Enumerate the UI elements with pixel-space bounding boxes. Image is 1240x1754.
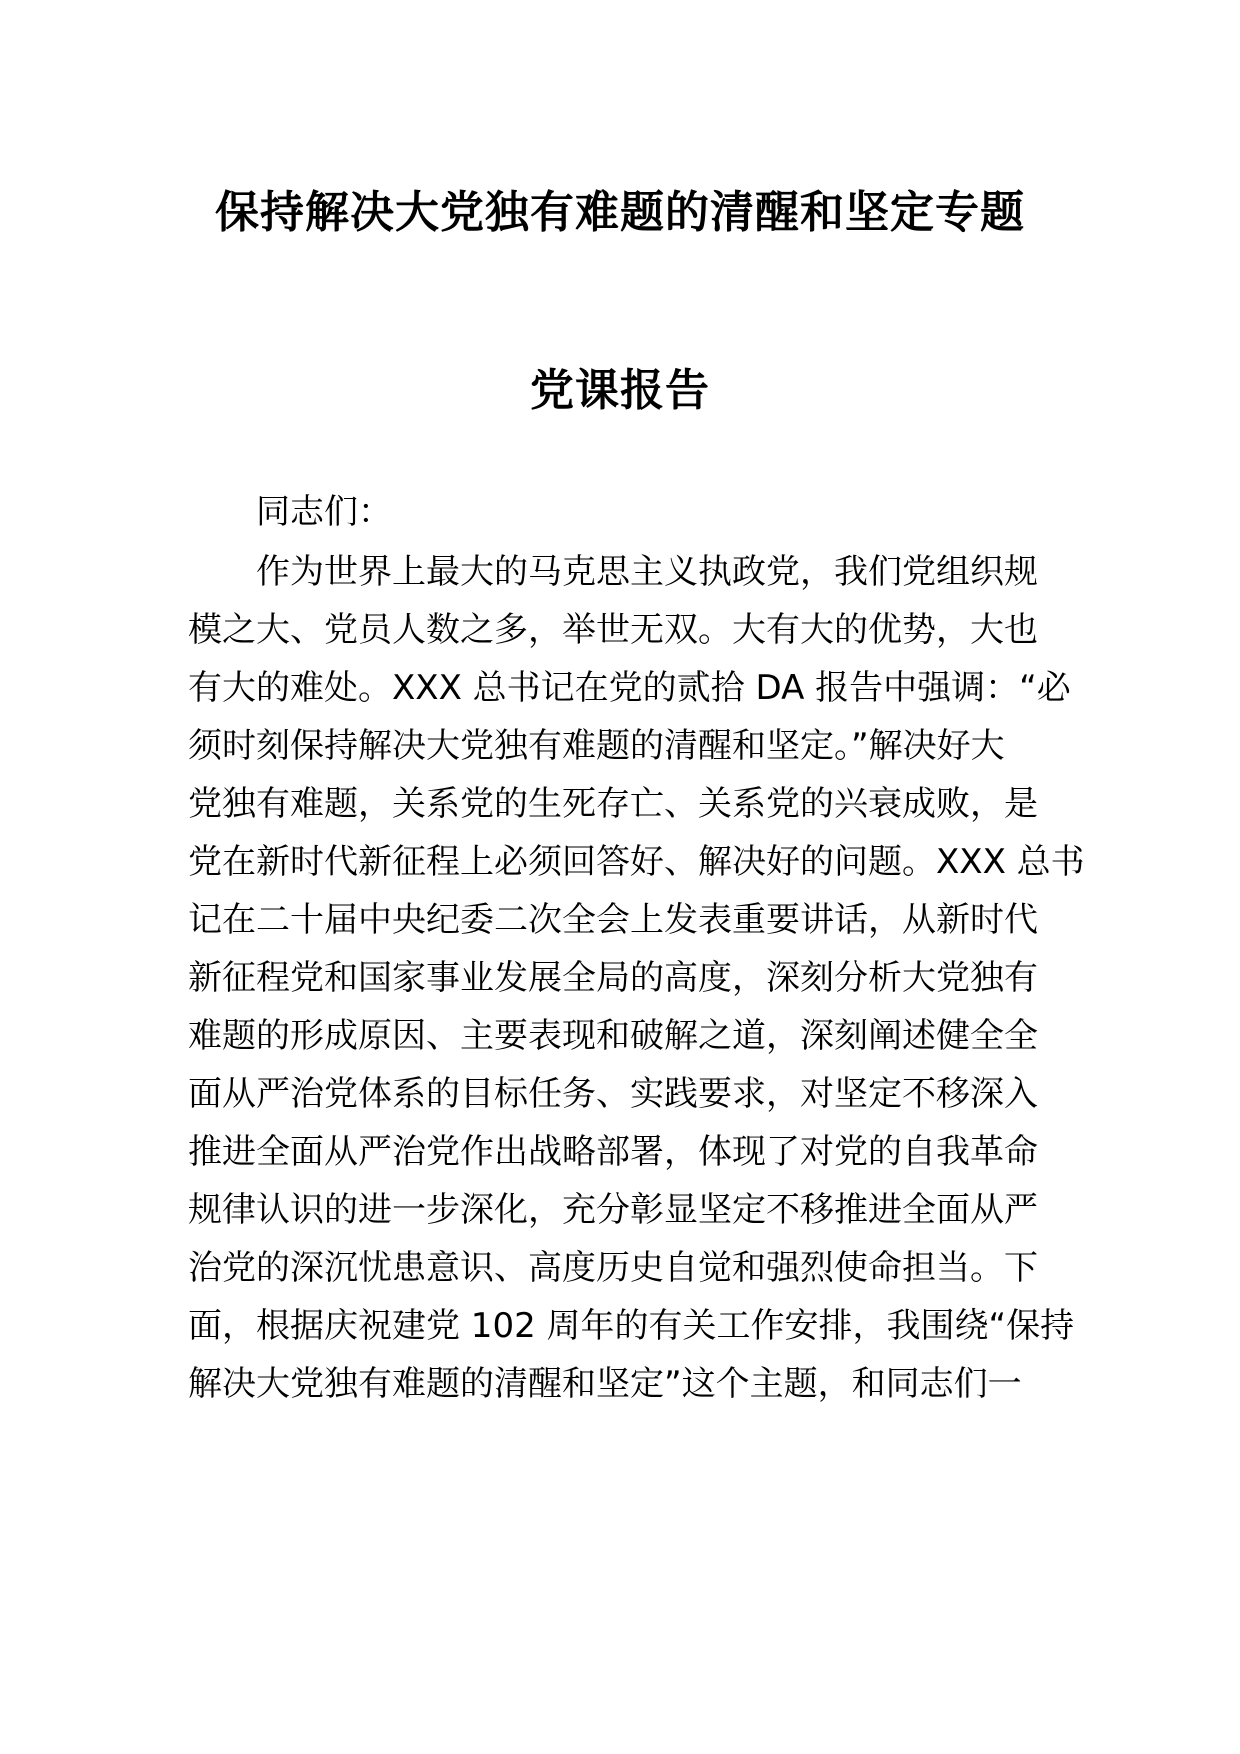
paragraph-line: 党在新时代新征程上必须回答好、解决好的问题。XXX 总书 — [188, 842, 1085, 882]
paragraph-line: 须时刻保持解决大党独有难题的清醒和坚定。”解决好大 — [188, 726, 1005, 766]
paragraph-line: 难题的形成原因、主要表现和破解之道，深刻阐述健全全 — [188, 1016, 1038, 1056]
paragraph-line: 规律认识的进一步深化，充分彰显坚定不移推进全面从严 — [188, 1190, 1038, 1230]
greeting: 同志们： — [256, 492, 392, 532]
paragraph-line: 解决大党独有难题的清醒和坚定”这个主题，和同志们一 — [188, 1364, 1022, 1404]
paragraph-line: 记在二十届中央纪委二次全会上发表重要讲话，从新时代 — [188, 900, 1038, 940]
paragraph-line: 党独有难题，关系党的生死存亡、关系党的兴衰成败，是 — [188, 784, 1038, 824]
paragraph-line: 作为世界上最大的马克思主义执政党，我们党组织规 — [256, 552, 1038, 592]
document-title-line-1: 保持解决大党独有难题的清醒和坚定专题 — [215, 187, 1025, 238]
document-title-line-2: 党课报告 — [530, 365, 710, 416]
paragraph-line: 有大的难处。XXX 总书记在党的贰拾 DA 报告中强调：“必 — [188, 668, 1071, 708]
paragraph-line: 模之大、党员人数之多，举世无双。大有大的优势，大也 — [188, 610, 1038, 650]
paragraph-line: 面，根据庆祝建党 102 周年的有关工作安排，我围绕“保持 — [188, 1306, 1075, 1346]
paragraph-line: 推进全面从严治党作出战略部署，体现了对党的自我革命 — [188, 1132, 1038, 1172]
paragraph-line: 新征程党和国家事业发展全局的高度，深刻分析大党独有 — [188, 958, 1038, 998]
paragraph-line: 面从严治党体系的目标任务、实践要求，对坚定不移深入 — [188, 1074, 1038, 1114]
paragraph-line: 治党的深沉忧患意识、高度历史自觉和强烈使命担当。下 — [188, 1248, 1038, 1288]
